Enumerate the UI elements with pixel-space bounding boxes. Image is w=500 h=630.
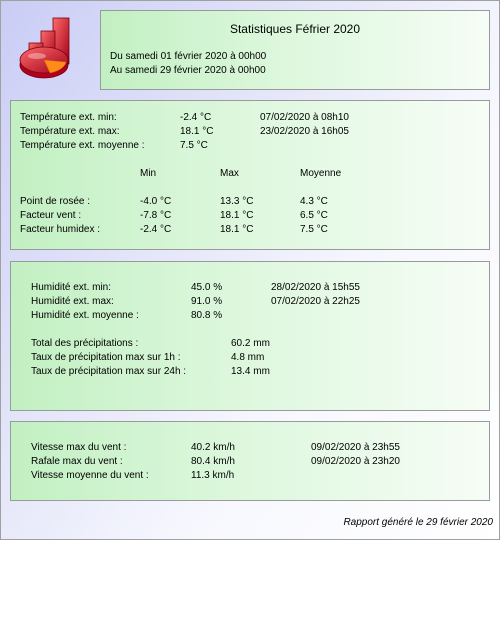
humidity-max-label: Humidité ext. max:	[31, 296, 114, 307]
temp-avg-value: 7.5 °C	[180, 140, 208, 151]
column-header-max: Max	[220, 168, 239, 179]
humidity-min-date: 28/02/2020 à 15h55	[271, 282, 360, 293]
wind-max-value: 40.2 km/h	[191, 442, 235, 453]
wind-chill-max: 18.1 °C	[220, 210, 254, 221]
humidity-min-value: 45.0 %	[191, 282, 223, 293]
humidity-avg-value: 80.8 %	[191, 310, 223, 321]
precip-total-label: Total des précipitations :	[31, 338, 139, 349]
temp-min-date: 07/02/2020 à 08h10	[260, 112, 349, 123]
page-title: Statistiques Féfrier 2020	[229, 22, 361, 36]
dew-point-label: Point de rosée :	[20, 196, 91, 207]
temp-max-label: Température ext. max:	[20, 126, 120, 137]
header-panel	[100, 10, 490, 90]
humidex-max: 18.1 °C	[220, 224, 254, 235]
humidity-panel	[10, 261, 490, 411]
report-footer: Rapport généré le 29 février 2020	[343, 517, 493, 528]
gust-max-value: 80.4 km/h	[191, 456, 235, 467]
wind-panel	[10, 421, 490, 501]
dew-point-avg: 4.3 °C	[300, 196, 328, 207]
dew-point-max: 13.3 °C	[220, 196, 254, 207]
temp-max-value: 18.1 °C	[180, 126, 214, 137]
wind-avg-value: 11.3 km/h	[191, 470, 235, 481]
humidex-min: -2.4 °C	[140, 224, 172, 235]
humidity-min-label: Humidité ext. min:	[31, 282, 112, 293]
wind-max-date: 09/02/2020 à 23h55	[311, 442, 400, 453]
precip-total-value: 60.2 mm	[231, 338, 270, 349]
gust-max-label: Rafale max du vent :	[31, 456, 123, 467]
column-header-min: Min	[140, 168, 157, 179]
precip-rate-24h-label: Taux de précipitation max sur 24h :	[31, 366, 187, 377]
temp-max-date: 23/02/2020 à 16h05	[260, 126, 349, 137]
wind-avg-label: Vitesse moyenne du vent :	[31, 470, 149, 481]
precip-rate-24h-value: 13.4 mm	[231, 366, 270, 377]
humidity-max-value: 91.0 %	[191, 296, 223, 307]
wind-chill-avg: 6.5 °C	[300, 210, 328, 221]
column-header-avg: Moyenne	[300, 168, 342, 179]
temp-avg-label: Température ext. moyenne :	[20, 140, 145, 151]
precip-rate-1h-value: 4.8 mm	[231, 352, 265, 363]
period-end: Au samedi 29 février 2020 à 00h00	[110, 65, 266, 76]
temp-min-value: -2.4 °C	[180, 112, 212, 123]
chart-logo-icon	[17, 15, 77, 83]
dew-point-min: -4.0 °C	[140, 196, 172, 207]
period-start: Du samedi 01 février 2020 à 00h00	[110, 51, 267, 62]
humidity-max-date: 07/02/2020 à 22h25	[271, 296, 360, 307]
wind-chill-min: -7.8 °C	[140, 210, 172, 221]
humidex-avg: 7.5 °C	[300, 224, 328, 235]
wind-max-label: Vitesse max du vent :	[31, 442, 127, 453]
temperature-panel	[10, 100, 490, 250]
humidex-label: Facteur humidex :	[20, 224, 101, 235]
temp-min-label: Température ext. min:	[20, 112, 117, 123]
gust-max-date: 09/02/2020 à 23h20	[311, 456, 400, 467]
humidity-avg-label: Humidité ext. moyenne :	[31, 310, 139, 321]
precip-rate-1h-label: Taux de précipitation max sur 1h :	[31, 352, 181, 363]
wind-chill-label: Facteur vent :	[20, 210, 82, 221]
